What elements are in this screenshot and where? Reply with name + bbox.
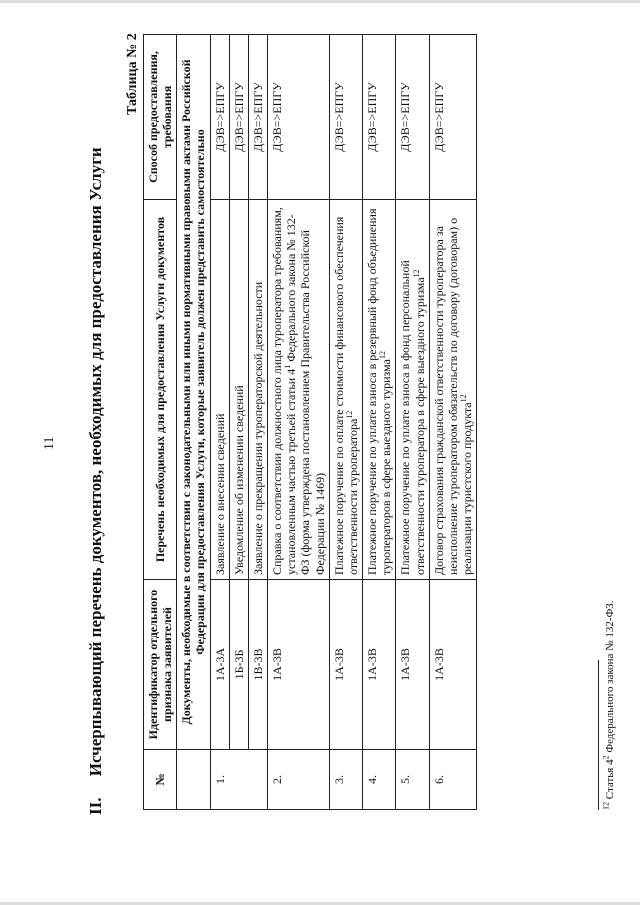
table-row <box>429 35 476 810</box>
footnote <box>601 600 616 810</box>
row-document <box>329 200 362 580</box>
table-label: Таблица № 2 <box>125 33 140 115</box>
section-numeral: II. <box>86 797 105 815</box>
row-document-text: Справка о соответствии должностного лица туроператора требованиям, установленным частью третьей статьи 4 <box>270 207 299 575</box>
row-document: Заявление о внесении сведений <box>210 200 229 580</box>
row-method: ДЭВ=>ЕПГУ <box>210 35 229 200</box>
table-row <box>229 35 248 810</box>
row-document-text: Платежное поручение по оплате стоимости финансового обеспечения ответственности туроператора <box>331 216 360 575</box>
row-document-text: Платежное поручение по уплате взноса в фонд персональной ответственности туроператора в сфере выездного туризма <box>398 260 427 575</box>
row-document-text: Платежное поручение по уплате взноса в резервный фонд объединения туроператоров в сфере выездного туризма <box>365 208 394 575</box>
row-method: ДЭВ=>ЕПГУ <box>396 35 429 200</box>
row-document <box>363 200 396 580</box>
row-number: 5. <box>396 750 429 810</box>
row-method: ДЭВ=>ЕПГУ <box>248 35 267 200</box>
section-title <box>86 147 106 815</box>
footnote-ref: 12 <box>458 394 468 403</box>
footnote-text: Статья 4 <box>604 759 616 802</box>
table-row <box>363 35 396 810</box>
row-identifier: 1А-3В <box>363 580 396 750</box>
footnote-divider <box>598 660 599 810</box>
row-identifier: 1В-3В <box>248 580 267 750</box>
row-method: ДЭВ=>ЕПГУ <box>363 35 396 200</box>
row-identifier: 1А-3В <box>329 580 362 750</box>
header-documents: Перечень необходимых для предоставления Услуги документов <box>144 200 177 580</box>
row-number: 1. <box>210 750 267 810</box>
table-row <box>210 35 229 810</box>
page-number: 11 <box>42 436 57 450</box>
row-number: 6. <box>429 750 476 810</box>
row-document-tail: Федерального закона № 132-ФЗ (форма утверждена постановлением Правительства Российской Федерации № 1469) <box>284 214 327 575</box>
row-number: 4. <box>363 750 396 810</box>
documents-table <box>143 34 477 810</box>
row-document <box>396 200 429 580</box>
row-method: ДЭВ=>ЕПГУ <box>329 35 362 200</box>
row-identifier: 1А-3В <box>396 580 429 750</box>
row-identifier: 1Б-3Б <box>229 580 248 750</box>
row-method: ДЭВ=>ЕПГУ <box>429 35 476 200</box>
table-row <box>396 35 429 810</box>
row-document <box>429 200 476 580</box>
footnote-marker: 12 <box>601 802 611 810</box>
footnote-ref: 12 <box>378 351 388 360</box>
row-document: Заявление о прекращении туроператорской деятельности <box>248 200 267 580</box>
header-method: Способ предоставления, требования <box>144 35 177 200</box>
row-document <box>268 200 330 580</box>
table-group-row <box>177 35 210 810</box>
header-identifier: Идентификатор отдельного признака заявителей <box>144 580 177 750</box>
row-number: 3. <box>329 750 362 810</box>
row-document-text: Договор страхования гражданской ответственности туроператора за неисполнение туроператором обязательств по договору (договорам) о реализации туристского продукта <box>431 217 474 575</box>
group-heading: Документы, необходимые в соответствии с законодательными или иными нормативными правовыми актами Российской Федерации для предоставления Услуги, которые заявитель должен представить самостоятельно <box>177 35 210 750</box>
table-row <box>248 35 267 810</box>
footnote-ref: 12 <box>344 410 354 419</box>
row-identifier: 1А-3В <box>429 580 476 750</box>
footnote-ref: 1 <box>283 364 293 369</box>
row-method: ДЭВ=>ЕПГУ <box>268 35 330 200</box>
row-number: 2. <box>268 750 330 810</box>
section-heading: Исчерпывающий перечень документов, необходимых для предоставления Услуги <box>86 147 105 777</box>
header-num: № <box>144 750 177 810</box>
row-document: Уведомление об изменении сведений <box>229 200 248 580</box>
row-identifier: 1А-3В <box>268 580 330 750</box>
row-identifier: 1А-3А <box>210 580 229 750</box>
table-header-row <box>144 35 177 810</box>
row-method: ДЭВ=>ЕПГУ <box>229 35 248 200</box>
table-row <box>268 35 330 810</box>
footnote-sup: 2 <box>601 755 611 760</box>
table-row <box>329 35 362 810</box>
footnote-tail: Федерального закона № 132-ФЗ. <box>604 600 616 756</box>
footnote-ref: 12 <box>411 269 421 278</box>
